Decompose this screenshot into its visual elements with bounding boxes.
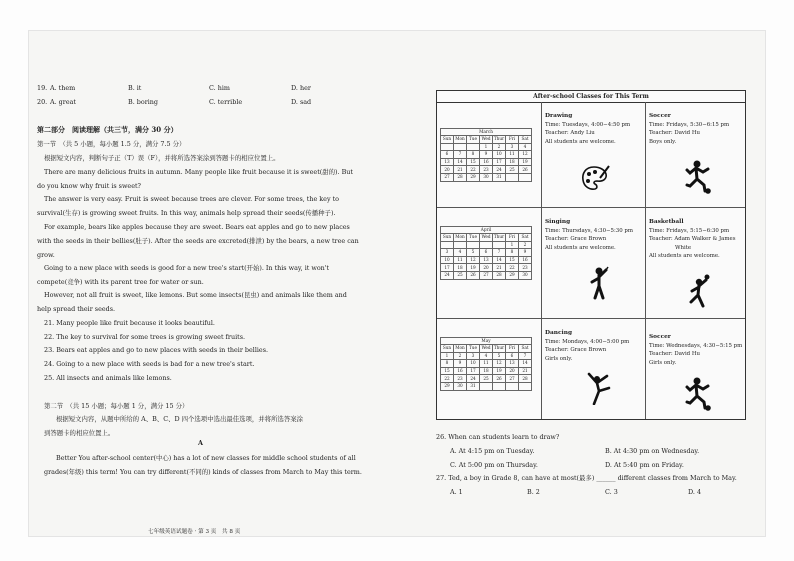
class-teacher: Teacher: David Hu <box>649 351 701 357</box>
table-title: After-school Classes for This Term <box>437 91 745 103</box>
passage-label: A <box>198 439 203 447</box>
q27-option-a: A. 1 <box>450 488 463 496</box>
statement-22: 22. The key to survival for some trees is growing sweet fruits. <box>44 333 245 341</box>
calendar-april <box>440 226 532 280</box>
singer-icon <box>586 266 610 300</box>
calendar-day: 18 <box>454 264 467 272</box>
passage-line: However, not all fruit is sweet, like lemons. But some insects(昆虫) and animals like them and <box>44 291 347 299</box>
calendar-weekday: Fri <box>506 136 519 144</box>
calendar-day: 16 <box>454 367 467 375</box>
calendar-weekday: Tue <box>467 234 480 242</box>
calendar-day: 24 <box>441 271 454 279</box>
q19-option-a: A. them <box>50 84 76 92</box>
section2-instructions: 根据短文内容，从题中所给的 A、B、C、D 四个选项中选出最佳选项，并将所选答案涂 <box>56 415 304 423</box>
calendar-day <box>519 382 532 390</box>
calendar-day: 11 <box>506 151 519 159</box>
calendar-weekday: Wed <box>481 234 491 240</box>
calendar-day: 26 <box>493 375 506 383</box>
class-time: Time: Thursdays, 4:30−5:30 pm <box>545 227 633 234</box>
calendar-day <box>441 241 454 249</box>
calendar-day: 29 <box>441 382 454 390</box>
passage-line: do you know why fruit is sweet? <box>37 182 141 190</box>
calendar-week-row <box>441 382 532 390</box>
q19-option-d: D. her <box>291 84 311 92</box>
calendar-day <box>467 143 480 151</box>
class-teacher: Teacher: Andy Liu <box>545 130 595 136</box>
calendar-weekday: Sat <box>519 345 532 353</box>
calendar-weekday: Thur <box>493 136 505 142</box>
q26-option-c: C. At 5:00 pm on Thursday. <box>450 461 538 469</box>
q20-option-d: D. sad <box>291 98 312 106</box>
calendar-day: 10 <box>467 360 480 368</box>
soccer-player-icon <box>684 160 712 194</box>
passage-line: with the seeds in their bellies(肚子). After the seeds are excreted(排泄) by the bears, a new tree can <box>37 237 359 245</box>
q27-option-c: C. 3 <box>605 488 618 496</box>
calendar-week-row <box>441 360 532 368</box>
calendar-day: 30 <box>454 382 467 390</box>
calendar-day: 18 <box>480 367 493 375</box>
calendar-day: 4 <box>454 249 467 257</box>
calendar-day: 31 <box>493 173 506 181</box>
class-teacher: Teacher: Grace Brown <box>545 236 607 242</box>
calendar-week-row <box>441 173 532 181</box>
class-note: All students are welcome. <box>545 138 616 145</box>
calendar-day: 11 <box>480 360 493 368</box>
q20-option-c: C. terrible <box>209 98 243 106</box>
class-note: Girls only. <box>649 359 677 366</box>
calendar-weekday: Thur <box>493 345 505 351</box>
calendar-day <box>454 241 467 249</box>
calendar-day: 3 <box>467 352 480 360</box>
calendar-day: 15 <box>441 367 454 375</box>
calendar-weekday: Mon <box>455 345 465 351</box>
statement-24: 24. Going to a new place with seeds is bad for a new tree's start. <box>44 360 255 368</box>
calendar-day: 10 <box>441 256 454 264</box>
statement-23: 23. Bears eat apples and go to new places with seeds in their bellies. <box>44 346 269 354</box>
calendar-day: 15 <box>506 256 519 264</box>
calendar-day: 29 <box>506 271 519 279</box>
calendar-week-row <box>441 249 532 257</box>
class-note: Girls only. <box>545 355 573 362</box>
calendar-day: 13 <box>441 158 454 166</box>
calendar-day: 18 <box>506 158 519 166</box>
q26-question: 26. When can students learn to draw? <box>436 433 560 441</box>
calendar-day: 5 <box>493 352 506 360</box>
class-note: Boys only. <box>649 138 677 145</box>
class-time: Time: Tuesdays, 4:00−4:50 pm <box>545 121 631 128</box>
calendar-day: 8 <box>441 360 454 368</box>
calendar-day: 9 <box>480 151 493 159</box>
calendar-day: 20 <box>506 367 519 375</box>
calendar-day: 21 <box>493 264 506 272</box>
q27-question: 27. Ted, a boy in Grade 8, can have at most(最多) ______ different classes from March to May. <box>436 474 737 482</box>
paint-palette-icon <box>580 164 610 192</box>
class-name: Drawing <box>545 113 573 119</box>
calendar-day: 30 <box>519 271 532 279</box>
calendar-day <box>467 241 480 249</box>
class-basketball <box>646 208 745 319</box>
class-teacher: Teacher: David Hu <box>649 130 701 136</box>
calendar-day: 28 <box>454 173 467 181</box>
calendar-month-name: May <box>440 337 532 344</box>
calendar-day: 4 <box>480 352 493 360</box>
calendar-weekday: Wed <box>481 345 491 351</box>
calendar-may <box>440 337 532 391</box>
calendar-day: 25 <box>454 271 467 279</box>
statement-21: 21. Many people like fruit because it looks beautiful. <box>44 319 215 327</box>
calendar-day: 27 <box>506 375 519 383</box>
section1-title: 第一节 （共 5 小题，每小题 1.5 分，满分 7.5 分） <box>37 140 186 148</box>
class-drawing <box>542 102 646 208</box>
passage-a-line: Better You after-school center(中心) has a lot of new classes for middle school students of all <box>56 454 356 462</box>
calendar-day: 19 <box>467 264 480 272</box>
q27-option-d: D. 4 <box>688 488 702 496</box>
class-soccer-girls <box>646 319 745 419</box>
class-time: Time: Fridays, 5:30−6:15 pm <box>649 121 730 128</box>
calendar-day: 8 <box>467 151 480 159</box>
class-name: Soccer <box>649 113 671 119</box>
passage-line: compete(竞争) with its parent tree for water or sun. <box>37 278 204 286</box>
calendar-day: 5 <box>467 249 480 257</box>
calendar-day: 2 <box>454 352 467 360</box>
calendar-day: 14 <box>454 158 467 166</box>
calendar-weekday: Sat <box>519 234 532 242</box>
class-teacher-cont: White <box>675 244 692 251</box>
calendar-week-row <box>441 375 532 383</box>
calendar-weekday: Sat <box>519 136 532 144</box>
calendar-day: 27 <box>441 173 454 181</box>
calendar-day: 30 <box>480 173 493 181</box>
calendar-weekday: Tue <box>467 345 480 353</box>
calendar-day: 22 <box>467 166 480 174</box>
calendar-day: 3 <box>441 249 454 257</box>
passage-line: There are many delicious fruits in autumn. Many people like fruit because it is sweet(甜的). But <box>44 168 353 176</box>
calendar-day: 9 <box>519 249 532 257</box>
calendar-day: 24 <box>467 375 480 383</box>
calendar-day: 19 <box>493 367 506 375</box>
q26-option-b: B. At 4:30 pm on Wednesday. <box>605 447 700 455</box>
q20-option-b: B. boring <box>128 98 159 106</box>
calendar-day: 22 <box>506 264 519 272</box>
class-name: Dancing <box>545 330 572 336</box>
class-singing <box>542 208 646 319</box>
calendar-day: 17 <box>493 158 506 166</box>
q20-option-a: A. great <box>50 98 76 106</box>
calendar-day: 16 <box>519 256 532 264</box>
calendar-week-row <box>441 271 532 279</box>
basketball-player-icon <box>686 274 712 308</box>
calendar-day: 3 <box>506 143 519 151</box>
calendar-day: 21 <box>519 367 532 375</box>
calendar-weekday: Wed <box>481 136 491 142</box>
calendar-week-row <box>441 367 532 375</box>
class-note: All students are welcome. <box>649 253 720 259</box>
section1-instructions: 根据短文内容，判断句子正（T）误（F），并将所选答案涂到答题卡的相应位置上。 <box>44 154 280 162</box>
calendar-day: 19 <box>519 158 532 166</box>
class-time: Time: Fridays, 5:15−6:30 pm <box>649 227 730 234</box>
calendar-day: 20 <box>480 264 493 272</box>
passage-line: survival(生存) is growing sweet fruits. In this way, animals help spread their seeds(传播种子). <box>37 209 336 217</box>
calendar-day: 4 <box>519 143 532 151</box>
passage-a-line: grades(年级) this term! You can try different(不同的) kinds of classes from March to May this term. <box>44 468 362 476</box>
passage-line: For example, bears like apples because they are sweet. Bears eat apples and go to new places <box>44 223 350 231</box>
calendar-day: 12 <box>493 360 506 368</box>
calendar-week-row <box>441 158 532 166</box>
calendar-day: 29 <box>467 173 480 181</box>
calendar-week-row <box>441 151 532 159</box>
calendar-day: 16 <box>480 158 493 166</box>
calendar-day <box>506 382 519 390</box>
calendar-day: 7 <box>493 249 506 257</box>
calendar-day: 26 <box>467 271 480 279</box>
calendar-day: 1 <box>506 241 519 249</box>
calendar-day <box>480 382 493 390</box>
class-teacher: Teacher: Grace Brown <box>545 347 607 353</box>
calendar-week-row <box>441 241 532 249</box>
march-calendar-cell <box>437 102 542 208</box>
q27-option-b: B. 2 <box>527 488 540 496</box>
calendar-weekday: Thur <box>493 234 505 240</box>
calendar-week-row <box>441 352 532 360</box>
calendar-weekday: Sun <box>441 136 454 144</box>
calendar-weekday: Mon <box>455 234 465 240</box>
calendar-weekday: Sun <box>441 234 454 242</box>
calendar-day: 12 <box>519 151 532 159</box>
calendar-week-row <box>441 256 532 264</box>
calendar-day: 27 <box>480 271 493 279</box>
calendar-day: 25 <box>506 166 519 174</box>
calendar-day: 6 <box>441 151 454 159</box>
april-calendar-cell <box>437 208 542 319</box>
calendar-day: 8 <box>506 249 519 257</box>
calendar-day: 15 <box>467 158 480 166</box>
calendar-day: 28 <box>519 375 532 383</box>
class-teacher: Teacher: Adam Walker & James <box>649 236 736 242</box>
calendar-day: 23 <box>519 264 532 272</box>
calendar-day: 7 <box>519 352 532 360</box>
calendar-day: 9 <box>454 360 467 368</box>
after-school-classes-table <box>436 90 746 420</box>
calendar-week-row <box>441 166 532 174</box>
soccer-player-icon <box>684 377 712 411</box>
page-footer: 七年级英语试题卷 · 第 3 页 共 8 页 <box>148 529 241 535</box>
calendar-day: 7 <box>454 151 467 159</box>
class-time: Time: Mondays, 4:00−5:00 pm <box>545 338 630 345</box>
q19-option-b: B. it <box>128 84 142 92</box>
calendar-day: 17 <box>467 367 480 375</box>
calendar-day: 23 <box>480 166 493 174</box>
calendar-day <box>519 173 532 181</box>
calendar-day <box>454 143 467 151</box>
calendar-weekday: Sun <box>441 345 454 353</box>
calendar-week-row <box>441 264 532 272</box>
section2-title: 第二节 （共 15 小题；每小题 1 分，满分 15 分） <box>44 402 189 410</box>
q26-option-d: D. At 5:40 pm on Friday. <box>605 461 684 469</box>
class-dancing <box>542 319 646 419</box>
class-name: Basketball <box>649 219 684 225</box>
calendar-day: 13 <box>506 360 519 368</box>
calendar-weekday: Tue <box>467 136 480 144</box>
passage-line: help spread their seeds. <box>37 305 116 313</box>
calendar-day: 2 <box>519 241 532 249</box>
calendar-month-name: March <box>440 128 532 135</box>
calendar-day: 14 <box>519 360 532 368</box>
calendar-day: 13 <box>480 256 493 264</box>
dancer-icon <box>586 371 612 405</box>
calendar-day: 24 <box>493 166 506 174</box>
calendar-day: 12 <box>467 256 480 264</box>
class-note: All students are welcome. <box>545 244 616 251</box>
q20-number: 20. <box>37 98 48 106</box>
calendar-march <box>440 128 532 182</box>
class-name: Soccer <box>649 334 671 340</box>
calendar-weekday: Mon <box>455 136 465 142</box>
calendar-day <box>493 241 506 249</box>
calendar-weekday: Fri <box>506 345 519 353</box>
calendar-day: 31 <box>467 382 480 390</box>
calendar-day: 22 <box>441 375 454 383</box>
q19-option-c: C. him <box>209 84 230 92</box>
calendar-week-row <box>441 143 532 151</box>
class-time: Time: Wednesdays, 4:30−5:15 pm <box>649 342 743 349</box>
class-name: Singing <box>545 219 571 225</box>
calendar-day: 25 <box>480 375 493 383</box>
calendar-month-name: April <box>440 226 532 233</box>
q19-number: 19. <box>37 84 48 92</box>
calendar-day <box>506 173 519 181</box>
calendar-day: 21 <box>454 166 467 174</box>
calendar-day: 1 <box>441 352 454 360</box>
calendar-day: 20 <box>441 166 454 174</box>
calendar-day: 6 <box>480 249 493 257</box>
class-soccer-boys <box>646 102 745 208</box>
part2-title: 第二部分 阅读理解（共三节，满分 30 分） <box>37 125 178 134</box>
calendar-day: 6 <box>506 352 519 360</box>
calendar-weekday: Fri <box>506 234 519 242</box>
passage-line: The answer is very easy. Fruit is sweet because trees are clever. For some trees, the key to <box>44 195 340 203</box>
may-calendar-cell <box>437 319 542 419</box>
passage-line: Going to a new place with seeds is good for a new tree's start(开始). In this way, it won't <box>44 264 330 272</box>
calendar-day <box>441 143 454 151</box>
calendar-day: 11 <box>454 256 467 264</box>
calendar-day: 23 <box>454 375 467 383</box>
calendar-day: 17 <box>441 264 454 272</box>
calendar-day: 2 <box>493 143 506 151</box>
calendar-day: 1 <box>480 143 493 151</box>
calendar-day: 26 <box>519 166 532 174</box>
calendar-day <box>480 241 493 249</box>
passage-line: grow. <box>37 251 55 259</box>
calendar-day <box>493 382 506 390</box>
q26-option-a: A. At 4:15 pm on Tuesday. <box>450 447 535 455</box>
calendar-day: 10 <box>493 151 506 159</box>
statement-25: 25. All insects and animals like lemons. <box>44 374 172 382</box>
calendar-day: 28 <box>493 271 506 279</box>
section2-instructions-cont: 到答题卡的相应位置上。 <box>44 429 115 437</box>
calendar-day: 14 <box>493 256 506 264</box>
